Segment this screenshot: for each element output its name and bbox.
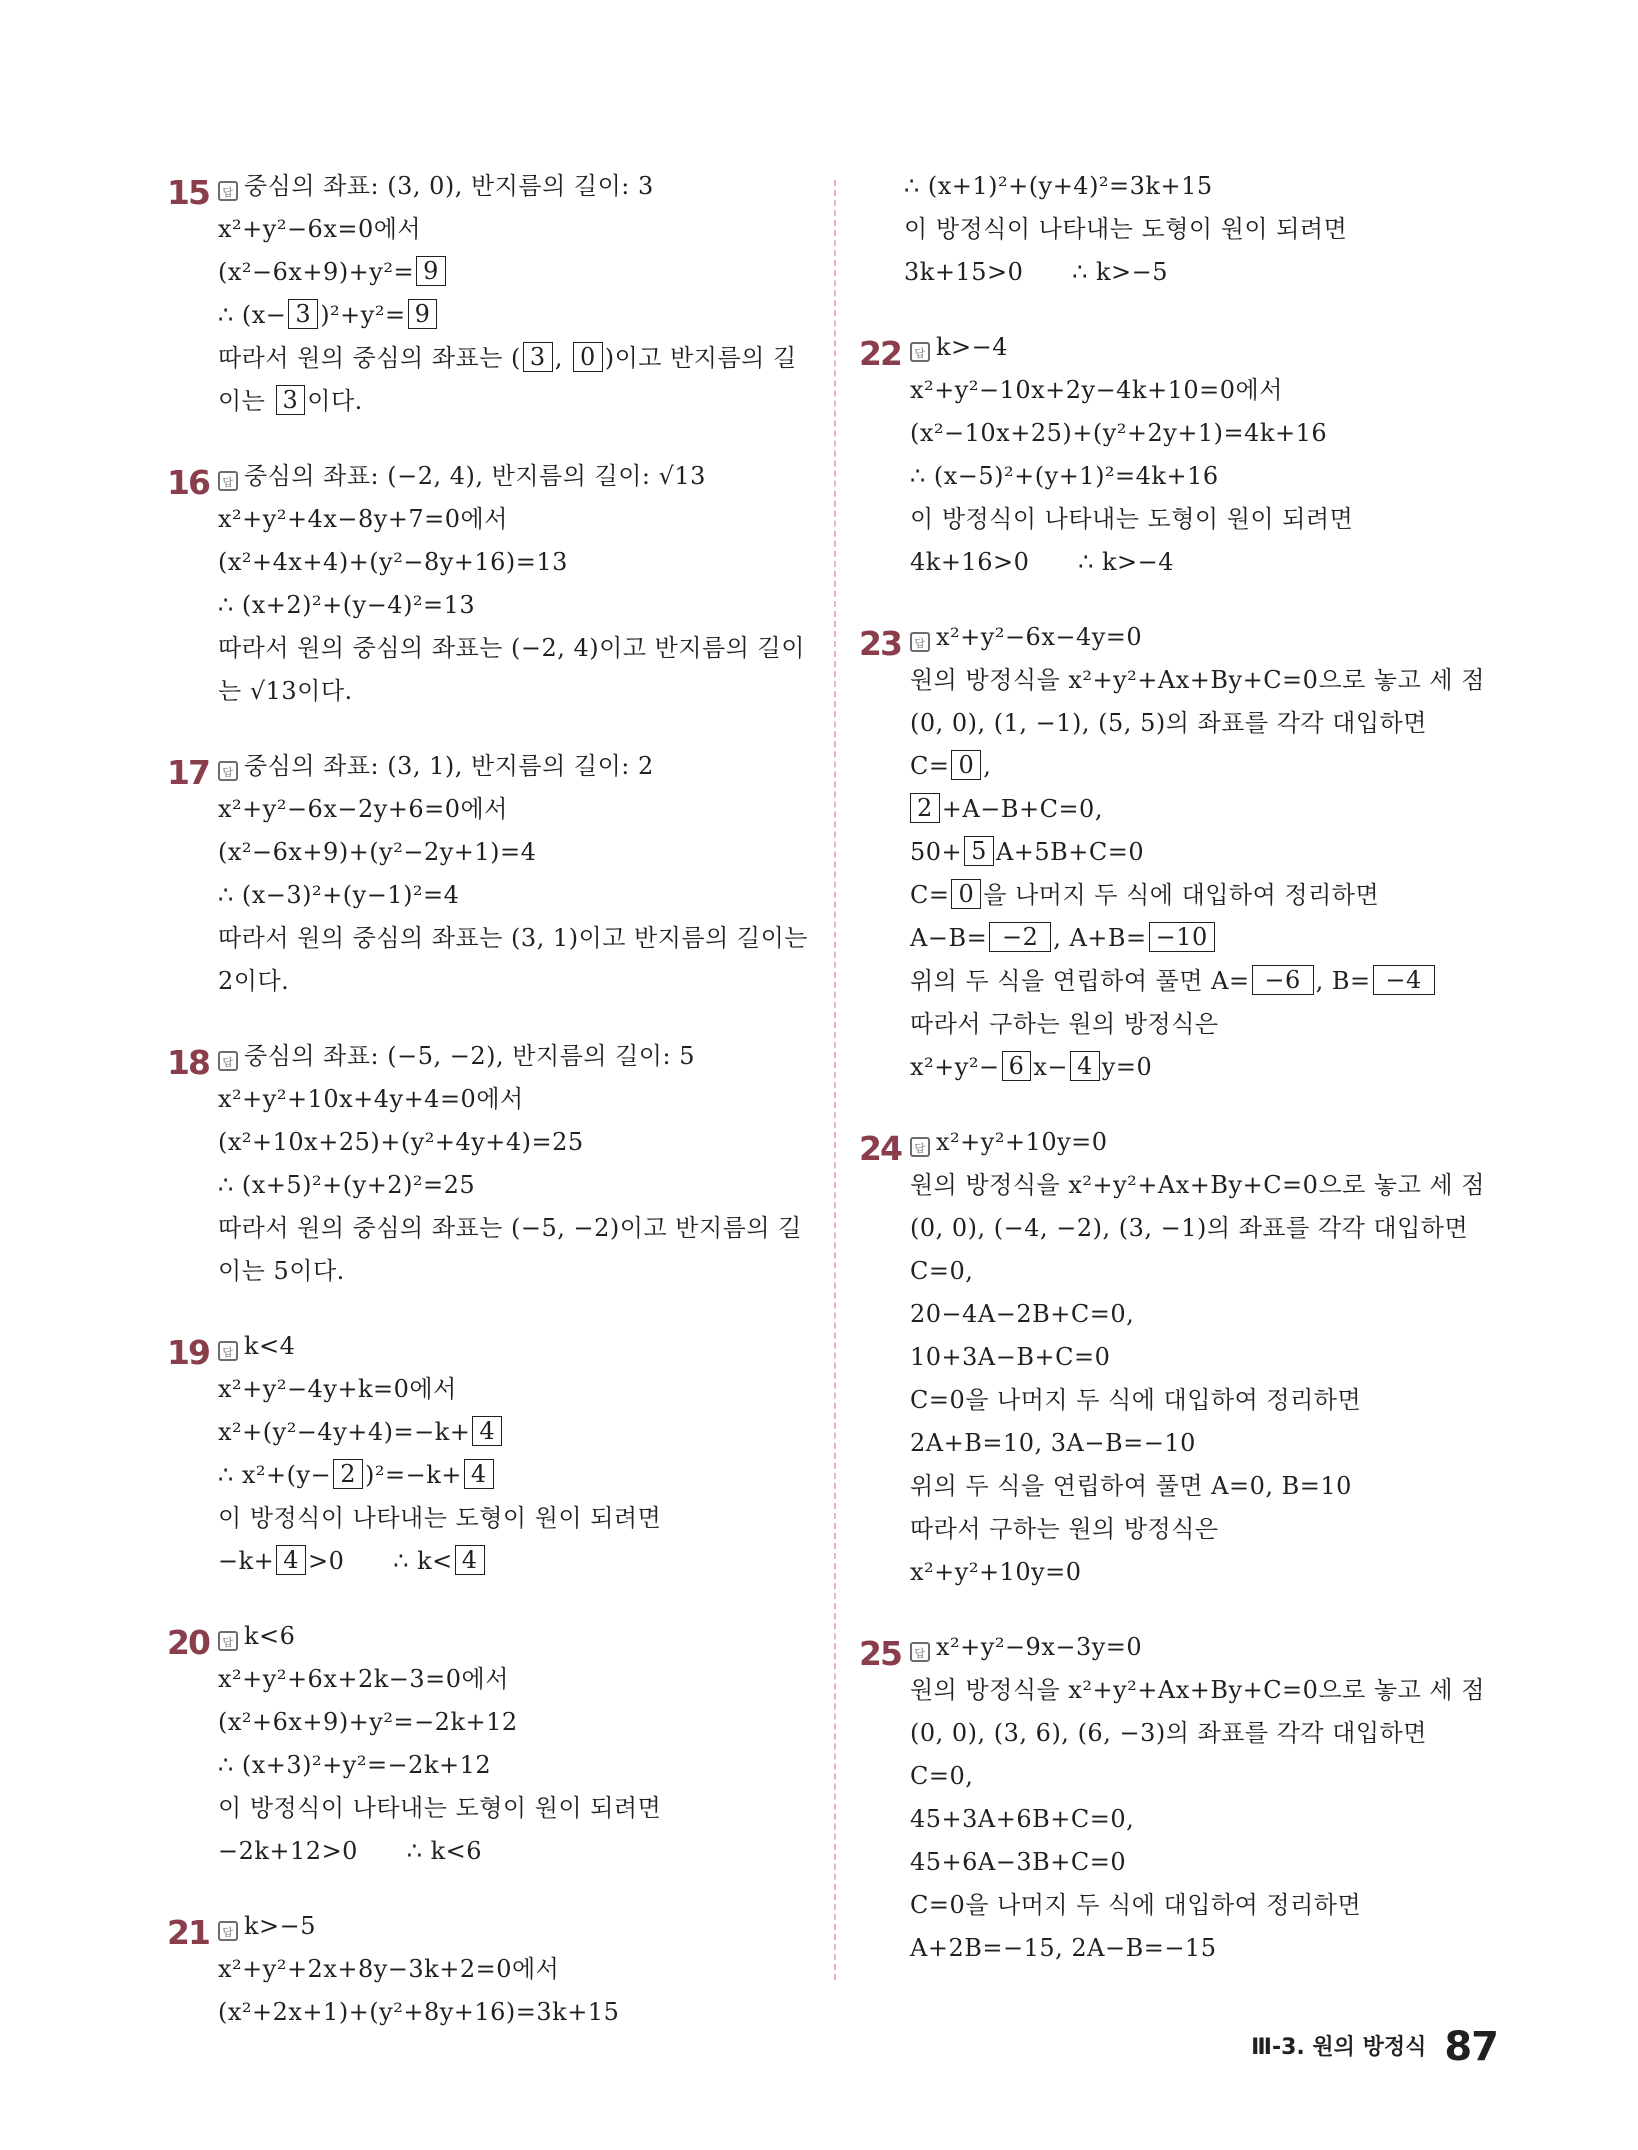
answer-icon bbox=[218, 1921, 238, 1941]
solution-line: 따라서 구하는 원의 방정식은 bbox=[910, 1010, 1219, 1038]
problem-number: 25 bbox=[859, 1634, 901, 1673]
solution-line: 45+3A+6B+C=0, bbox=[910, 1805, 1135, 1833]
page-number: 87 bbox=[1444, 2024, 1498, 2070]
problem-number: 24 bbox=[859, 1129, 901, 1168]
answer-box: 2 bbox=[333, 1459, 363, 1489]
left-column bbox=[167, 165, 810, 2066]
answer-box: 9 bbox=[408, 299, 438, 329]
answer-icon bbox=[910, 1137, 930, 1157]
right-column bbox=[859, 165, 1502, 2002]
answer-icon bbox=[218, 1341, 238, 1361]
solution-line: 이 방정식이 나타내는 도형이 원이 되려면 bbox=[910, 505, 1354, 533]
solution-line: 따라서 원의 중심의 좌표는 (−5, −2)이고 반지름의 길 bbox=[218, 1214, 802, 1242]
solution-line: 원의 방정식을 x²+y²+Ax+By+C=0으로 놓고 세 점 bbox=[910, 1171, 1485, 1199]
solution-line: −k+ 4 >0 ∴ k< 4 bbox=[218, 1540, 810, 1583]
solution-line: x²+y²−10x+2y−4k+10=0에서 bbox=[910, 376, 1283, 404]
problem-21 bbox=[167, 1905, 810, 2034]
solution-line: 이는 3 이다. bbox=[218, 386, 363, 415]
problem-number: 17 bbox=[167, 753, 209, 792]
problem-23 bbox=[859, 616, 1502, 1089]
column-divider bbox=[834, 180, 836, 1980]
solution-line: (x²−6x+9)+y²= 9 bbox=[218, 251, 810, 294]
solution-line: (0, 0), (3, 6), (6, −3)의 좌표를 각각 대입하면 bbox=[910, 1719, 1427, 1747]
answer-text: k<4 bbox=[244, 1332, 296, 1360]
solution-line: 20−4A−2B+C=0, bbox=[910, 1300, 1135, 1328]
solution-line: x²+y²+4x−8y+7=0에서 bbox=[218, 505, 508, 533]
solution-line: x²+y²+10x+4y+4=0에서 bbox=[218, 1085, 524, 1113]
solution-line: C=0, bbox=[910, 1257, 974, 1285]
solution-line: 이 방정식이 나타내는 도형이 원이 되려면 bbox=[218, 1504, 662, 1532]
solution-line: 따라서 구하는 원의 방정식은 bbox=[910, 1515, 1219, 1543]
problem-21-continued bbox=[862, 165, 1502, 294]
answer-icon bbox=[218, 1051, 238, 1071]
answer-text: 중심의 좌표: (−2, 4), 반지름의 길이: √13 bbox=[244, 462, 706, 490]
page-footer bbox=[1251, 2024, 1498, 2070]
solution-line: x²+(y²−4y+4)=−k+ 4 bbox=[218, 1411, 810, 1454]
problem-number: 20 bbox=[167, 1623, 209, 1662]
answer-icon bbox=[910, 1642, 930, 1662]
answer-box: 6 bbox=[1002, 1051, 1032, 1081]
answer-box: 0 bbox=[951, 879, 981, 909]
answer-box: −4 bbox=[1373, 965, 1435, 995]
solution-line: x²+y²+6x+2k−3=0에서 bbox=[218, 1665, 509, 1693]
solution-line: 45+6A−3B+C=0 bbox=[910, 1848, 1127, 1876]
answer-box: −10 bbox=[1149, 922, 1215, 952]
solution-line: ∴ (x+2)²+(y−4)²=13 bbox=[218, 591, 476, 619]
problem-number: 23 bbox=[859, 624, 901, 663]
problem-22 bbox=[859, 326, 1502, 584]
answer-box: 4 bbox=[1070, 1051, 1100, 1081]
answer-text: x²+y²−6x−4y=0 bbox=[936, 623, 1143, 651]
solution-line: 는 √13이다. bbox=[218, 677, 353, 705]
answer-icon bbox=[218, 181, 238, 201]
problem-number: 21 bbox=[167, 1913, 209, 1952]
problem-18 bbox=[167, 1035, 810, 1293]
problem-25 bbox=[859, 1626, 1502, 1970]
solution-line: 50+ 5 A+5B+C=0 bbox=[910, 837, 1145, 866]
answer-box: −6 bbox=[1252, 965, 1314, 995]
answer-box: 4 bbox=[276, 1545, 306, 1575]
solution-line: C=0, bbox=[910, 1762, 974, 1790]
answer-icon bbox=[218, 1631, 238, 1651]
solution-line: 이 방정식이 나타내는 도형이 원이 되려면 bbox=[904, 215, 1348, 243]
solution-line: C= 0 을 나머지 두 식에 대입하여 정리하면 bbox=[910, 880, 1380, 909]
problem-24 bbox=[859, 1121, 1502, 1594]
solution-line: ∴ (x− 3 )²+y²= 9 bbox=[218, 294, 810, 337]
solution-line: 따라서 원의 중심의 좌표는 (3, 1)이고 반지름의 길이는 bbox=[218, 924, 808, 952]
problem-number: 19 bbox=[167, 1333, 209, 1372]
solution-line: 따라서 원의 중심의 좌표는 (−2, 4)이고 반지름의 길이 bbox=[218, 634, 805, 662]
solution-line: x²+y²−6x−2y+6=0에서 bbox=[218, 795, 508, 823]
solution-line: ∴ (x−5)²+(y+1)²=4k+16 bbox=[910, 462, 1219, 490]
solution-line: ∴ (x−3)²+(y−1)²=4 bbox=[218, 881, 460, 909]
solution-line: ∴ x²+(y− 2 )²=−k+ 4 bbox=[218, 1454, 810, 1497]
problem-16 bbox=[167, 455, 810, 713]
solution-line: ∴ (x+3)²+y²=−2k+12 bbox=[218, 1751, 492, 1779]
solution-line: C=0을 나머지 두 식에 대입하여 정리하면 bbox=[910, 1891, 1362, 1919]
answer-box: 0 bbox=[951, 750, 981, 780]
answer-box: 3 bbox=[276, 385, 306, 415]
answer-icon bbox=[910, 342, 930, 362]
problem-number: 16 bbox=[167, 463, 209, 502]
solution-line: (x²−6x+9)+(y²−2y+1)=4 bbox=[218, 838, 537, 866]
answer-box: 9 bbox=[416, 256, 446, 286]
solution-line: 10+3A−B+C=0 bbox=[910, 1343, 1111, 1371]
answer-text: k>−4 bbox=[936, 333, 1009, 361]
answer-text: x²+y²−9x−3y=0 bbox=[936, 1633, 1143, 1661]
answer-box: 5 bbox=[964, 836, 994, 866]
answer-icon bbox=[218, 761, 238, 781]
solution-line: 이 방정식이 나타내는 도형이 원이 되려면 bbox=[218, 1794, 662, 1822]
solution-line: C=0을 나머지 두 식에 대입하여 정리하면 bbox=[910, 1386, 1362, 1414]
solution-line: (x²−10x+25)+(y²+2y+1)=4k+16 bbox=[910, 419, 1328, 447]
solution-line: 원의 방정식을 x²+y²+Ax+By+C=0으로 놓고 세 점 bbox=[910, 666, 1485, 694]
solution-line: x²+y²− 6 x− 4 y=0 bbox=[910, 1052, 1153, 1081]
problem-number: 18 bbox=[167, 1043, 209, 1082]
answer-text: 중심의 좌표: (3, 1), 반지름의 길이: 2 bbox=[244, 752, 654, 780]
answer-text: x²+y²+10y=0 bbox=[936, 1128, 1108, 1156]
answer-box: 2 bbox=[910, 793, 940, 823]
answer-text: k>−5 bbox=[244, 1912, 317, 1940]
answer-box: 4 bbox=[472, 1416, 502, 1446]
solution-line: 2 +A−B+C=0, bbox=[910, 788, 1502, 831]
solution-line: (x²+6x+9)+y²=−2k+12 bbox=[218, 1708, 518, 1736]
answer-box: 0 bbox=[573, 342, 603, 372]
solution-line: (0, 0), (−4, −2), (3, −1)의 좌표를 각각 대입하면 bbox=[910, 1214, 1469, 1242]
solution-line: ∴ (x+1)²+(y+4)²=3k+15 bbox=[904, 172, 1213, 200]
answer-box: 4 bbox=[464, 1459, 494, 1489]
problem-20 bbox=[167, 1615, 810, 1873]
answer-box: 3 bbox=[523, 342, 553, 372]
solution-line: ∴ (x+5)²+(y+2)²=25 bbox=[218, 1171, 476, 1199]
solution-line: (0, 0), (1, −1), (5, 5)의 좌표를 각각 대입하면 bbox=[910, 709, 1427, 737]
answer-box: 3 bbox=[288, 299, 318, 329]
solution-line: C= 0 , bbox=[910, 751, 992, 780]
problem-number: 22 bbox=[859, 334, 901, 373]
answer-text: k<6 bbox=[244, 1622, 296, 1650]
answer-icon bbox=[910, 632, 930, 652]
problem-17 bbox=[167, 745, 810, 1003]
solution-line: (x²+2x+1)+(y²+8y+16)=3k+15 bbox=[218, 1998, 620, 2026]
solution-line: x²+y²−4y+k=0에서 bbox=[218, 1375, 457, 1403]
chapter-label: Ⅲ-3. 원의 방정식 bbox=[1251, 2035, 1427, 2060]
answer-box: −2 bbox=[989, 922, 1051, 952]
solution-line: 2이다. bbox=[218, 967, 290, 995]
solution-line: 원의 방정식을 x²+y²+Ax+By+C=0으로 놓고 세 점 bbox=[910, 1676, 1485, 1704]
solution-line: x²+y²+10y=0 bbox=[910, 1558, 1082, 1586]
solution-line: 따라서 원의 중심의 좌표는 ( 3 , 0 )이고 반지름의 길 bbox=[218, 343, 797, 372]
answer-text: 중심의 좌표: (3, 0), 반지름의 길이: 3 bbox=[244, 172, 654, 200]
solution-line: 위의 두 식을 연립하여 풀면 A= −6 , B= −4 bbox=[910, 960, 1502, 1003]
solution-line: x²+y²+2x+8y−3k+2=0에서 bbox=[218, 1955, 560, 1983]
solution-line: A+2B=−15, 2A−B=−15 bbox=[910, 1934, 1217, 1962]
solution-line: x²+y²−6x=0에서 bbox=[218, 215, 422, 243]
answer-icon bbox=[218, 471, 238, 491]
answer-box: 4 bbox=[455, 1545, 485, 1575]
problem-number: 15 bbox=[167, 173, 209, 212]
answer-text: 중심의 좌표: (−5, −2), 반지름의 길이: 5 bbox=[244, 1042, 695, 1070]
solution-line: 2A+B=10, 3A−B=−10 bbox=[910, 1429, 1196, 1457]
problem-15 bbox=[167, 165, 810, 423]
solution-line: (x²+10x+25)+(y²+4y+4)=25 bbox=[218, 1128, 584, 1156]
solution-line: −2k+12>0 ∴ k<6 bbox=[218, 1837, 483, 1865]
solution-line: A−B= −2 , A+B= −10 bbox=[910, 917, 1502, 960]
problem-19 bbox=[167, 1325, 810, 1583]
solution-line: 이는 5이다. bbox=[218, 1257, 345, 1285]
solution-line: 4k+16>0 ∴ k>−4 bbox=[910, 548, 1175, 576]
solution-line: 위의 두 식을 연립하여 풀면 A=0, B=10 bbox=[910, 1472, 1352, 1500]
solution-line: (x²+4x+4)+(y²−8y+16)=13 bbox=[218, 548, 568, 576]
solution-line: 3k+15>0 ∴ k>−5 bbox=[904, 258, 1169, 286]
